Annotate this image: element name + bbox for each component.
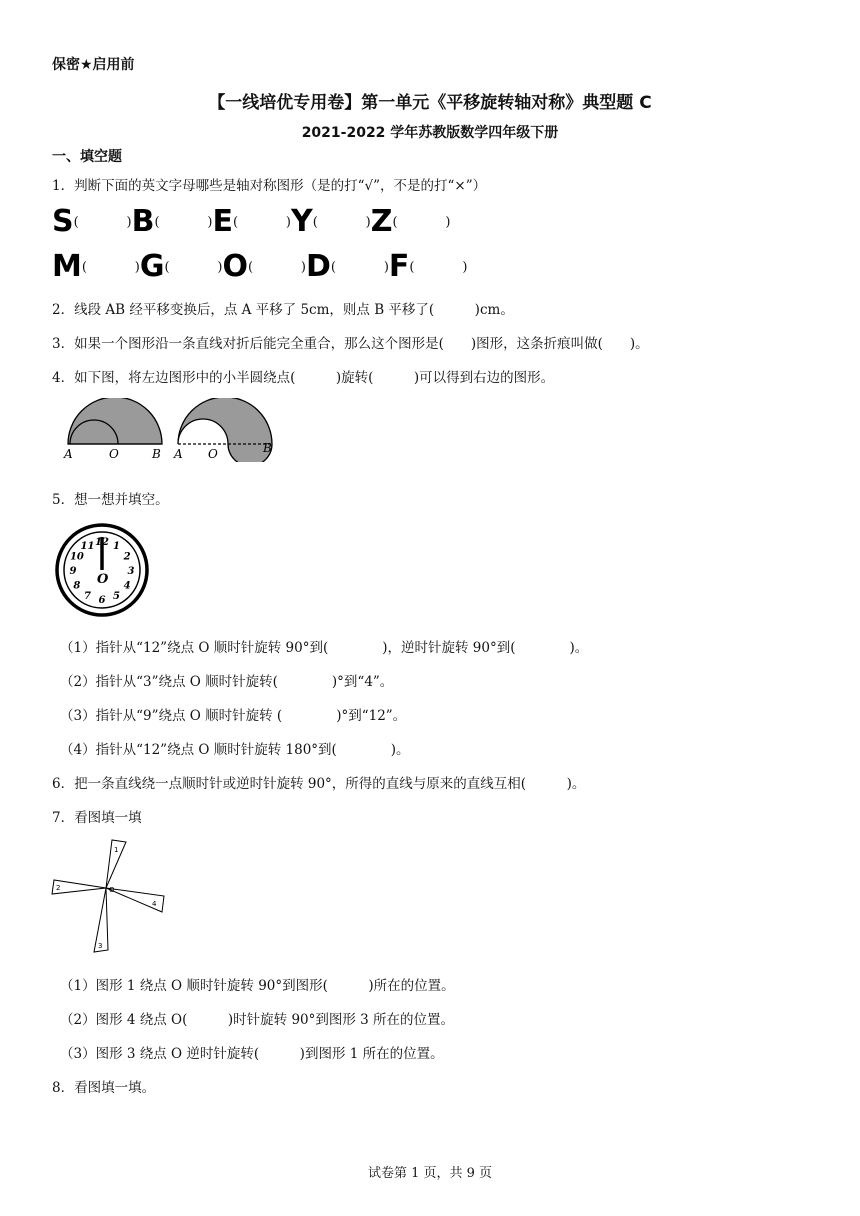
question-5-item-2: （2）指针从“3”绕点 O 顺时针旋转( )°到“4”。 [60,674,394,690]
answer-blank-b[interactable] [154,215,212,230]
fig-label-4: 4 [152,900,157,908]
paren-close: ) [207,214,213,230]
page-footer: 试卷第 1 页，共 9 页 [367,1166,493,1181]
clock-number-1: 1 [113,540,120,552]
answer-blank-y[interactable] [313,215,371,230]
question-6-text: 6．把一条直线绕一点顺时针或逆时针旋转 90°，所得的直线与原来的直线互相( )。 [52,776,586,792]
label-o: O [109,447,119,461]
question-8-text: 8．看图填一填。 [52,1080,156,1096]
label-a-right: A [174,447,183,461]
answer-blank-s[interactable] [74,215,132,230]
paren-open: ( [154,214,160,230]
label-b: B [152,447,161,461]
letter-b: B [131,204,155,239]
clock-number-9: 9 [69,566,77,577]
question-5-text: 5．想一想并填空。 [52,492,169,508]
fig-label-o: O [109,886,115,894]
answer-blank-e[interactable] [233,215,291,230]
question-5-item-4: （4）指针从“12”绕点 O 顺时针旋转 180°到( )。 [60,742,410,758]
paren-open: ( [330,259,336,275]
question-1-text: 1．判断下面的英文字母哪些是轴对称图形（是的打“√”，不是的打“×”） [52,178,487,194]
paren-close: ) [462,259,468,275]
clock-center-label: O [97,572,109,587]
letter-y: Y [290,204,313,239]
letter-f: F [388,249,410,284]
letter-o: O [222,249,248,284]
clock-number-11: 11 [80,540,95,552]
letter-e: E [212,204,233,239]
clock-figure [54,522,150,618]
fig-label-3: 3 [98,942,103,950]
page-subtitle: 2021-2022 学年苏教版数学四年级下册 [301,125,559,141]
question-7-text: 7．看图填一填 [52,810,142,826]
paren-close: ) [285,214,291,230]
letter-s: S [52,204,74,239]
question-7-item-1: （1）图形 1 绕点 O 顺时针旋转 90°到图形( )所在的位置。 [60,978,455,994]
question-3-text: 3．如果一个图形沿一条直线对折后能完全重合，那么这个图形是( )图形，这条折痕叫做( )。 [52,336,649,352]
question-7-item-3: （3）图形 3 绕点 O 逆时针旋转( )到图形 1 所在的位置。 [60,1046,444,1062]
secret-label: 保密★启用前 [52,57,135,73]
clock-number-10: 10 [69,551,84,563]
paren-close: ) [383,259,389,275]
clock-number-12: 12 [95,537,109,548]
paren-open: ( [392,214,398,230]
answer-blank-f[interactable] [409,260,467,275]
semicircle-figure [60,398,282,462]
letter-m: M [52,249,82,284]
paren-open: ( [248,259,254,275]
question-7-item-2: （2）图形 4 绕点 O( )时针旋转 90°到图形 3 所在的位置。 [60,1012,455,1028]
clock-number-8: 8 [73,580,81,592]
answer-blank-m[interactable] [82,260,140,275]
clock-number-7: 7 [84,591,91,603]
page-title: 【一线培优专用卷】第一单元《平移旋转轴对称》典型题 C [208,93,652,113]
label-o-right: O [208,447,218,461]
question-5-item-1: （1）指针从“12”绕点 O 顺时针旋转 90°到( )，逆时针旋转 90°到( )。 [60,640,589,656]
rotation-figure [50,838,168,956]
fig-label-1: 1 [114,846,119,854]
clock-number-3: 3 [127,566,135,577]
paren-open: ( [81,259,87,275]
clock-number-6: 6 [98,595,106,606]
paren-open: ( [73,214,79,230]
question-5-item-3: （3）指针从“9”绕点 O 顺时针旋转 ( )°到“12”。 [60,708,407,724]
question-4-text: 4．如下图，将左边图形中的小半圆绕点( )旋转( )可以得到右边的图形。 [52,370,555,386]
paren-close: ) [300,259,306,275]
paren-open: ( [312,214,318,230]
paren-open: ( [164,259,170,275]
letter-g: G [139,249,165,284]
question-2-text: 2．线段 AB 经平移变换后，点 A 平移了 5cm，则点 B 平移了( )cm。 [52,302,514,318]
paren-close: ) [217,259,223,275]
paren-close: ) [445,214,451,230]
paren-close: ) [126,214,132,230]
label-b-right: B [263,441,272,455]
label-a: A [64,447,73,461]
letter-row-1 [52,205,450,239]
clock-number-5: 5 [113,591,120,603]
answer-blank-z[interactable] [392,215,450,230]
paren-close: ) [134,259,140,275]
paren-open: ( [409,259,415,275]
letter-row-2 [52,250,467,284]
paren-open: ( [232,214,239,230]
letter-z: Z [370,204,393,239]
answer-blank-d[interactable] [331,260,389,275]
letter-d: D [306,249,331,284]
clock-number-2: 2 [123,551,131,563]
fig-label-2: 2 [56,884,61,892]
clock-number-4: 4 [123,580,131,592]
answer-blank-o[interactable] [248,260,306,275]
paren-close: ) [365,214,371,230]
answer-blank-g[interactable] [164,260,222,275]
section-title: 一、填空题 [52,149,122,165]
